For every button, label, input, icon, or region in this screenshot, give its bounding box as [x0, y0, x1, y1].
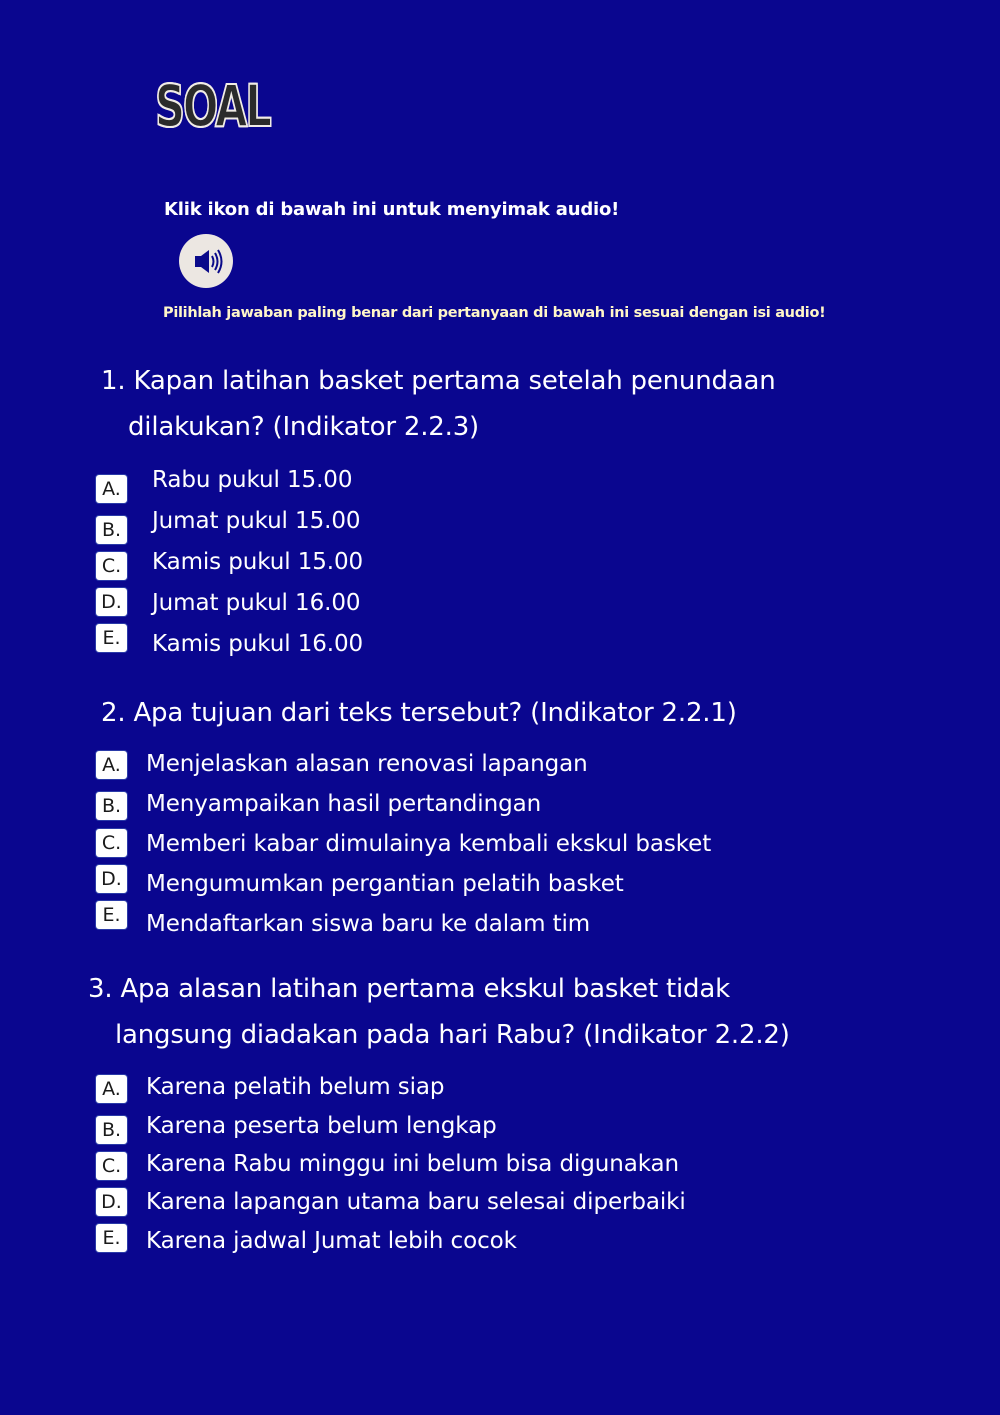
question-1-text-line1: 1. Kapan latihan basket pertama setelah penundaan	[101, 366, 776, 396]
question-2-text: 2. Apa tujuan dari teks tersebut? (Indikator 2.2.1)	[101, 698, 737, 728]
q3-option-c-button[interactable]: C.	[95, 1151, 128, 1181]
q1-option-d-text: Jumat pukul 16.00	[152, 590, 361, 616]
q1-option-a-button[interactable]: A.	[95, 474, 128, 504]
answer-instruction: Pilihlah jawaban paling benar dari pertanyaan di bawah ini sesuai dengan isi audio!	[163, 305, 826, 321]
q2-option-c-button[interactable]: C.	[95, 828, 128, 858]
q2-option-b-button[interactable]: B.	[95, 791, 128, 821]
q3-option-c-text: Karena Rabu minggu ini belum bisa digunakan	[146, 1151, 679, 1177]
q1-option-c-button[interactable]: C.	[95, 551, 128, 581]
question-2	[101, 690, 737, 736]
q3-option-a-button[interactable]: A.	[95, 1074, 128, 1104]
q2-option-e-text: Mendaftarkan siswa baru ke dalam tim	[146, 911, 591, 937]
q2-option-d-text: Mengumumkan pergantian pelatih basket	[146, 871, 624, 897]
audio-instruction: Klik ikon di bawah ini untuk menyimak audio!	[164, 199, 620, 220]
speaker-icon	[186, 246, 226, 276]
q2-option-d-button[interactable]: D.	[95, 864, 128, 894]
q1-option-d-button[interactable]: D.	[95, 587, 128, 617]
q1-option-b-text: Jumat pukul 15.00	[152, 508, 361, 534]
question-3-continued	[115, 1012, 790, 1058]
q1-option-c-text: Kamis pukul 15.00	[152, 549, 364, 575]
q3-option-e-button[interactable]: E.	[95, 1223, 128, 1253]
q3-option-b-button[interactable]: B.	[95, 1115, 128, 1145]
q3-option-a-text: Karena pelatih belum siap	[146, 1074, 445, 1100]
audio-play-button[interactable]	[179, 234, 233, 288]
q2-option-a-text: Menjelaskan alasan renovasi lapangan	[146, 751, 588, 777]
q3-option-e-text: Karena jadwal Jumat lebih cocok	[146, 1228, 517, 1254]
q2-option-a-button[interactable]: A.	[95, 750, 128, 780]
question-3	[88, 966, 730, 1012]
question-1	[101, 358, 776, 404]
question-3-text-line1: 3. Apa alasan latihan pertama ekskul basket tidak	[88, 974, 730, 1004]
question-1-continued	[128, 404, 479, 450]
q3-option-b-text: Karena peserta belum lengkap	[146, 1113, 497, 1139]
page-title: SOAL	[155, 72, 270, 140]
q2-option-e-button[interactable]: E.	[95, 900, 128, 930]
q1-option-b-button[interactable]: B.	[95, 515, 128, 545]
q1-option-a-text: Rabu pukul 15.00	[152, 467, 353, 493]
q3-option-d-text: Karena lapangan utama baru selesai diperbaiki	[146, 1189, 686, 1215]
q1-option-e-button[interactable]: E.	[95, 623, 128, 653]
q1-option-e-text: Kamis pukul 16.00	[152, 631, 364, 657]
question-3-text-line2: langsung diadakan pada hari Rabu? (Indikator 2.2.2)	[115, 1020, 790, 1050]
q2-option-c-text: Memberi kabar dimulainya kembali ekskul basket	[146, 831, 712, 857]
question-1-text-line2: dilakukan? (Indikator 2.2.3)	[128, 412, 479, 442]
q3-option-d-button[interactable]: D.	[95, 1187, 128, 1217]
q2-option-b-text: Menyampaikan hasil pertandingan	[146, 791, 542, 817]
